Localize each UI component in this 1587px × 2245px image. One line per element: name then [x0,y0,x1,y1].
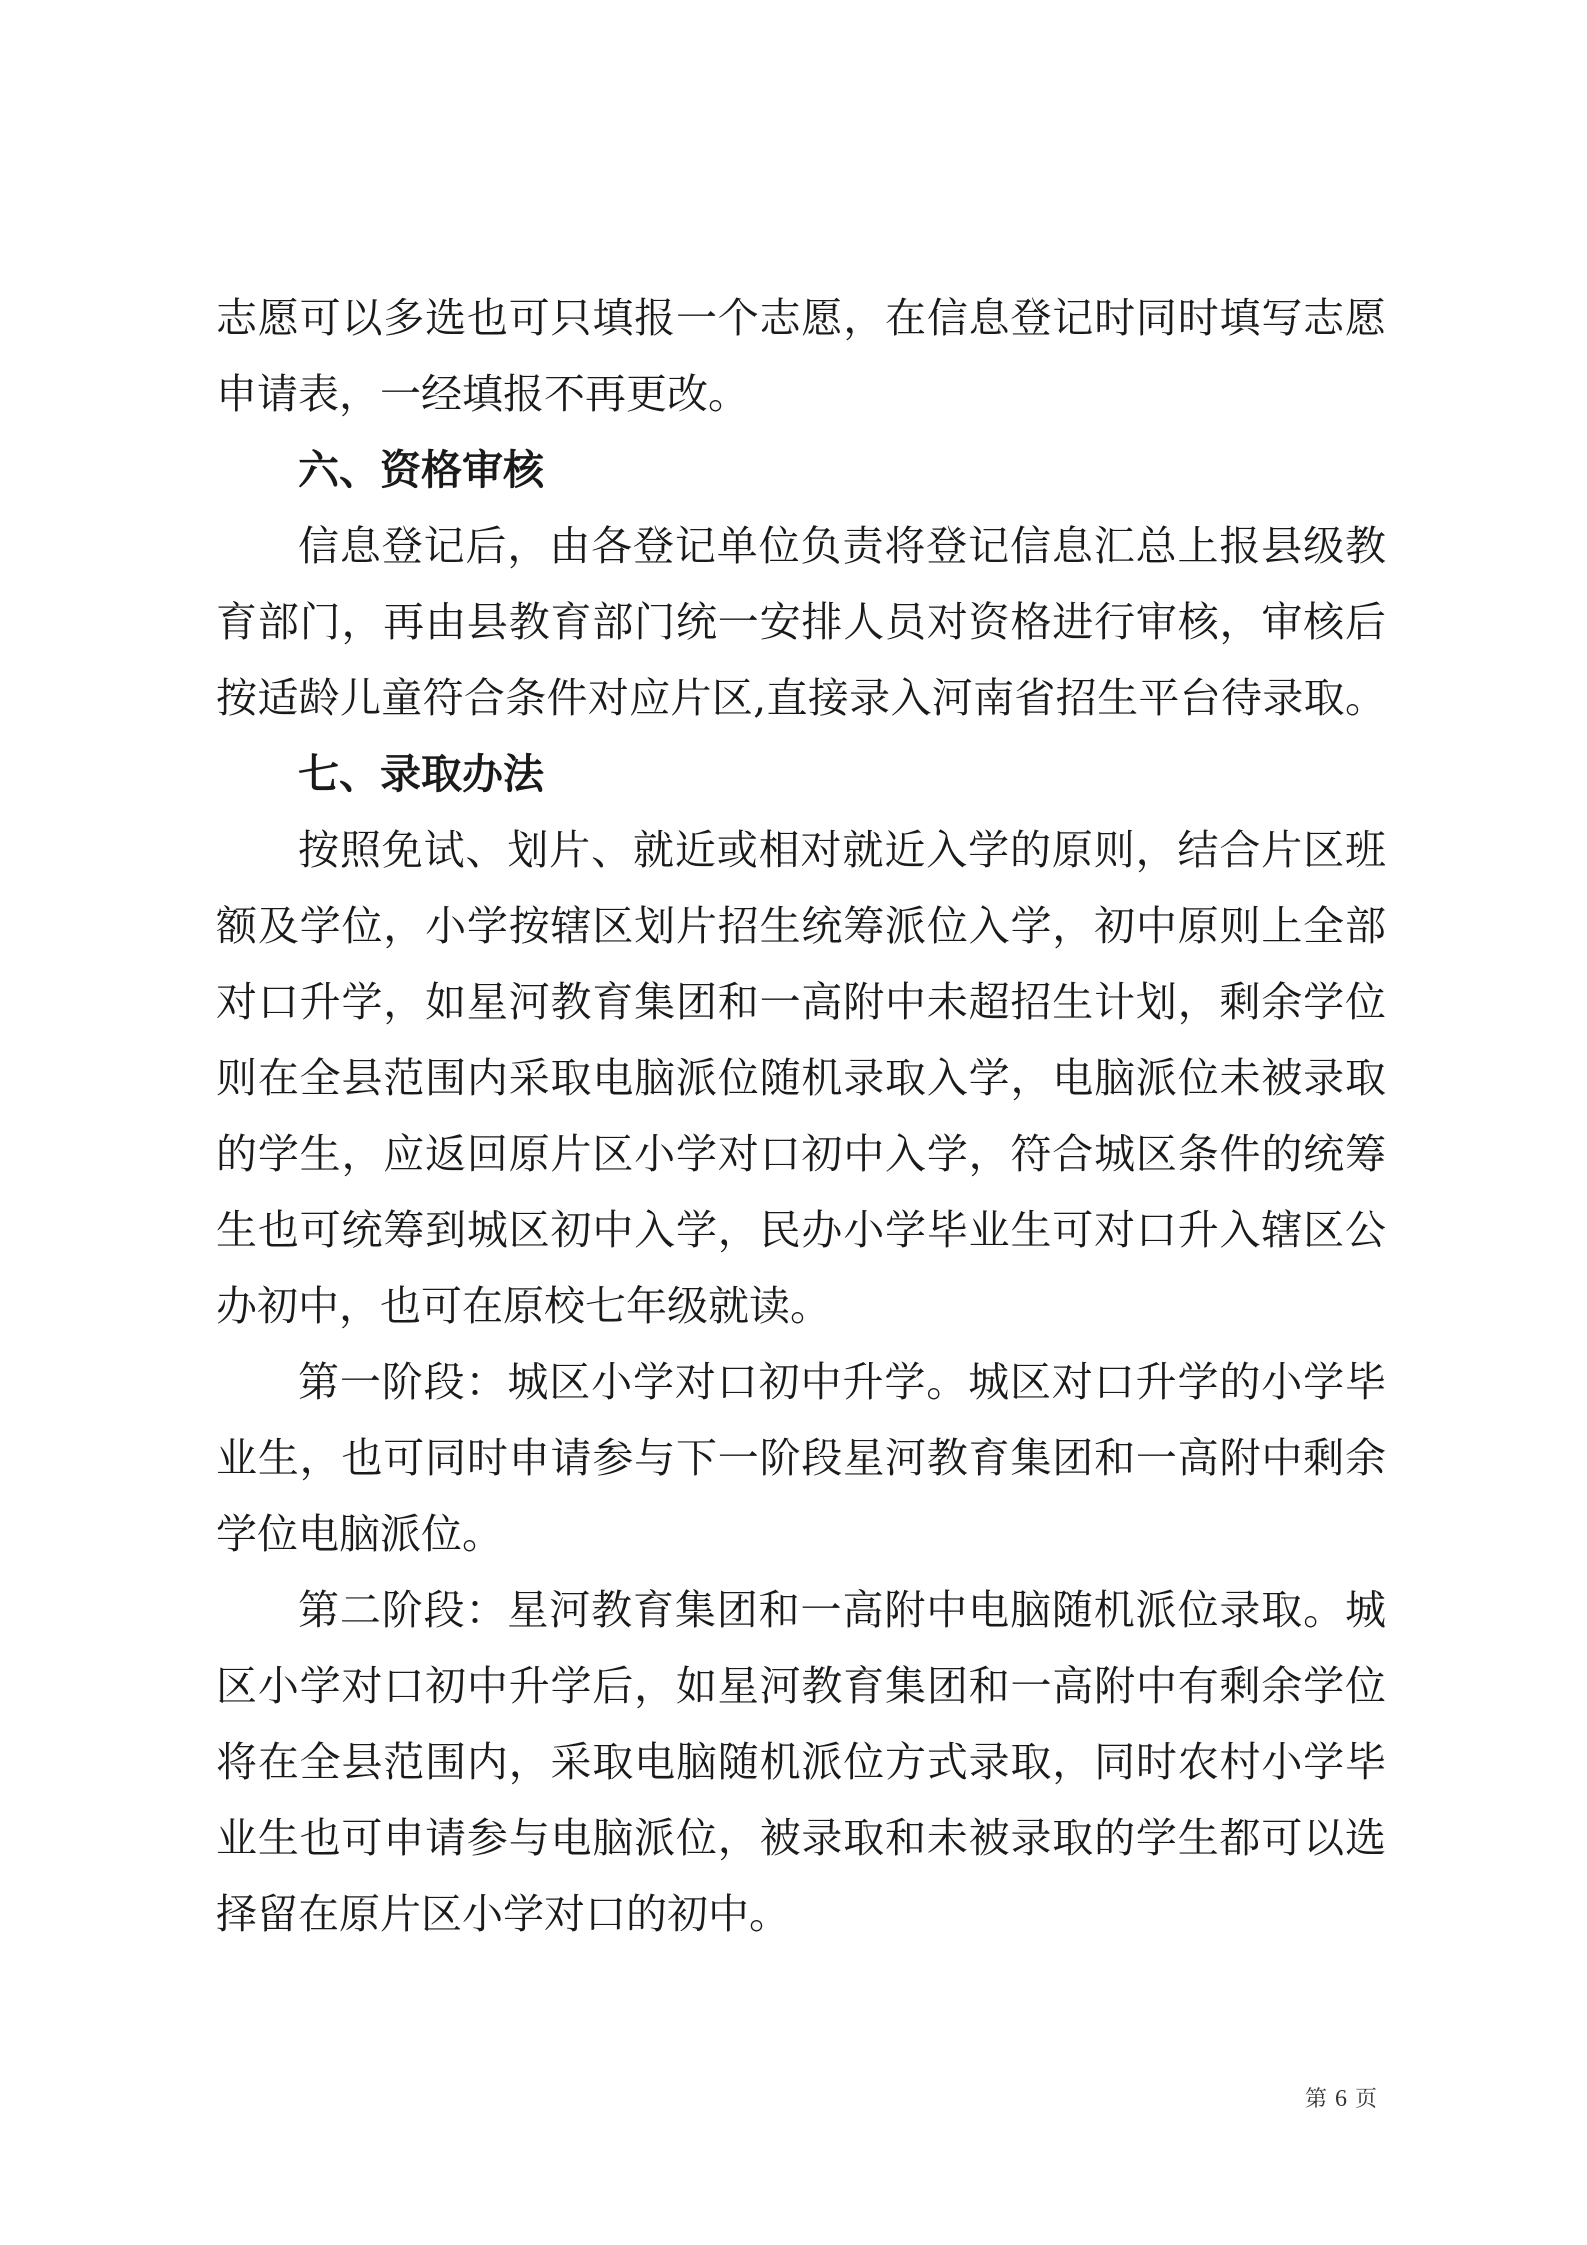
text-line: 则在全县范围内采取电脑派位随机录取入学，电脑派位未被录取 [216,1054,1386,1102]
text-line: 办初中，也可在原校七年级就读。 [216,1282,831,1330]
text-line: 志愿可以多选也可只填报一个志愿，在信息登记时同时填写志愿 [216,294,1386,342]
text-line: 区小学对口初中升学后，如星河教育集团和一高附中有剩余学位 [216,1662,1386,1710]
paragraph-stage-two [216,1572,1386,1952]
text-line: 的学生，应返回原片区小学对口初中入学，符合城区条件的统筹 [216,1130,1386,1178]
paragraph-admission-principles [216,812,1386,1344]
text-line: 将在全县范围内，采取电脑随机派位方式录取，同时农村小学毕 [216,1738,1386,1786]
text-line: 信息登记后，由各登记单位负责将登记信息汇总上报县级教 [298,522,1386,570]
text-line: 申请表，一经填报不再更改。 [216,370,749,418]
page-number-prefix: 第 [1305,2087,1328,2112]
text-line: 择留在原片区小学对口的初中。 [216,1890,790,1938]
text-line: 第二阶段：星河教育集团和一高附中电脑随机派位录取。城 [298,1586,1386,1634]
text-line: 育部门，再由县教育部门统一安排人员对资格进行审核，审核后 [216,598,1386,646]
section-heading-admission-method: 七、录取办法 [298,750,544,798]
page-number-suffix: 页 [1355,2087,1378,2112]
page-number: 6 [1335,2086,1348,2112]
text-line: 第一阶段：城区小学对口初中升学。城区对口升学的小学毕 [298,1358,1386,1406]
paragraph-volunteer-continuation [216,280,1386,432]
text-line: 业生也可申请参与电脑派位，被录取和未被录取的学生都可以选 [216,1814,1386,1862]
paragraph-qualification-review [216,508,1386,736]
text-line: 按适龄儿童符合条件对应片区,直接录入河南省招生平台待录取。 [216,674,1386,722]
text-line: 学位电脑派位。 [216,1510,503,1558]
text-line: 生也可统筹到城区初中入学，民办小学毕业生可对口升入辖区公 [216,1206,1386,1254]
document-body [216,280,1386,1952]
text-line: 对口升学，如星河教育集团和一高附中未超招生计划，剩余学位 [216,978,1386,1026]
section-heading-qualification-review: 六、资格审核 [298,446,544,494]
text-line: 按照免试、划片、就近或相对就近入学的原则，结合片区班 [298,826,1386,874]
page-footer [1305,2082,1377,2113]
text-line: 额及学位，小学按辖区划片招生统筹派位入学，初中原则上全部 [216,902,1386,950]
paragraph-stage-one [216,1344,1386,1572]
text-line: 业生，也可同时申请参与下一阶段星河教育集团和一高附中剩余 [216,1434,1386,1482]
